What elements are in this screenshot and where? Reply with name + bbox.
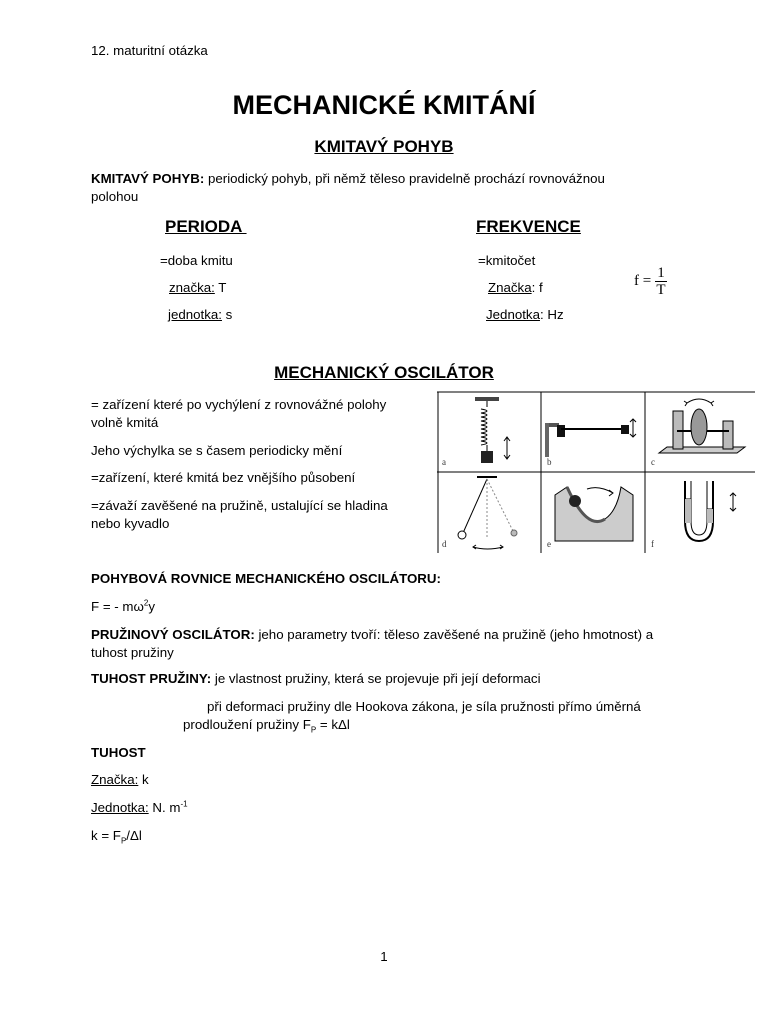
frekvence-equivalent: =kmitočet bbox=[478, 253, 536, 268]
perioda-sign-value: T bbox=[214, 280, 227, 295]
tuhost-sign bbox=[91, 771, 149, 789]
u-tube-icon bbox=[651, 481, 736, 549]
elastic-rod-icon bbox=[545, 419, 636, 467]
tuhost-unit bbox=[91, 799, 188, 817]
figure-label-a: a bbox=[442, 457, 446, 467]
frequency-formula bbox=[634, 266, 667, 297]
hooke-text: prodloužení pružiny F bbox=[183, 717, 311, 732]
section-heading-mechanicky-oscilator: MECHANICKÝ OSCILÁTOR bbox=[274, 363, 494, 382]
spring-stiffness-text: je vlastnost pružiny, která se projevuje při její deformaci bbox=[211, 671, 541, 686]
equation-of-motion-heading: POHYBOVÁ ROVNICE MECHANICKÉHO OSCILÁTORU: bbox=[91, 571, 441, 586]
figure-label-d: d bbox=[442, 539, 447, 549]
formula-fraction bbox=[655, 266, 667, 297]
heading-perioda: PERIODA bbox=[165, 217, 247, 236]
spring-oscillator-term: PRUŽINOVÝ OSCILÁTOR: bbox=[91, 627, 255, 642]
stiffness-formula-a: k = F bbox=[91, 828, 121, 843]
oscillator-paragraph-2: Jeho výchylka se s časem periodicky mění bbox=[91, 443, 343, 458]
oscillator-def-line1: = zařízení které po vychýlení z rovnovážné polohy bbox=[91, 397, 387, 412]
spring-stiffness-definition bbox=[91, 670, 541, 688]
spring-oscillator-text: jeho parametry tvoří: těleso zavěšené na pružině (jeho hmotnost) a bbox=[254, 627, 654, 642]
oscillator-definition bbox=[91, 396, 426, 432]
equation-end: y bbox=[148, 599, 155, 614]
formula-denominator: T bbox=[656, 282, 666, 298]
tuhost-sign-value: k bbox=[138, 772, 149, 787]
spring-oscillator-definition bbox=[91, 626, 691, 662]
frekvence-unit bbox=[486, 306, 564, 324]
pendulum-icon bbox=[442, 477, 517, 549]
formula-lhs: f = bbox=[634, 273, 652, 289]
document-header-label: 12. maturitní otázka bbox=[91, 43, 208, 58]
tuhost-unit-superscript: -1 bbox=[180, 799, 188, 809]
torsion-wheel-icon bbox=[651, 399, 745, 467]
equation-of-motion bbox=[91, 598, 155, 616]
hooke-law-line2 bbox=[183, 716, 350, 734]
tuhost-sign-label: Značka: bbox=[91, 772, 139, 787]
oscillator-paragraph-4 bbox=[91, 497, 426, 533]
hooke-law-line1: při deformaci pružiny dle Hookova zákona, je síla pružnosti přímo úměrná bbox=[207, 699, 641, 714]
frekvence-unit-label: Jednotka bbox=[486, 307, 540, 322]
oscillator-examples-figure bbox=[437, 391, 755, 553]
page-number: 1 bbox=[380, 949, 388, 964]
definition-text: periodický pohyb, při němž těleso pravidelně prochází rovnovážnou bbox=[204, 171, 605, 186]
spring-stiffness-term: TUHOST PRUŽINY: bbox=[91, 671, 212, 686]
oscillator-p4-line2: nebo kyvadlo bbox=[91, 516, 170, 531]
stiffness-formula-subscript: P bbox=[120, 836, 127, 846]
formula-numerator: 1 bbox=[657, 265, 665, 281]
ball-in-bowl-icon bbox=[547, 487, 633, 549]
equation-main: F = - mω bbox=[91, 599, 144, 614]
perioda-sign-label: značka: bbox=[169, 280, 215, 295]
spring-oscillator-text-cont: tuhost pružiny bbox=[91, 645, 174, 660]
frekvence-sign-label: Značka bbox=[488, 280, 532, 295]
section-heading-kmitavy-pohyb: KMITAVÝ POHYB bbox=[314, 137, 454, 156]
perioda-equivalent: =doba kmitu bbox=[160, 253, 233, 268]
oscillator-p4-line1: =závaží zavěšené na pružině, ustalující se hladina bbox=[91, 498, 388, 513]
frekvence-unit-value: : Hz bbox=[539, 307, 564, 322]
perioda-unit-value: s bbox=[221, 307, 233, 322]
figure-label-f: f bbox=[651, 539, 654, 549]
hooke-formula: = kΔl bbox=[316, 717, 350, 732]
perioda-unit-label: jednotka: bbox=[168, 307, 222, 322]
definition-term: KMITAVÝ POHYB: bbox=[91, 171, 205, 186]
frekvence-sign-value: : f bbox=[531, 280, 543, 295]
figure-label-e: e bbox=[547, 539, 551, 549]
oscillator-paragraph-3: =zařízení, které kmitá bez vnějšího působení bbox=[91, 470, 356, 485]
tuhost-unit-value: N. m bbox=[148, 800, 181, 815]
spring-weight-icon bbox=[442, 397, 510, 467]
figure-label-c: c bbox=[651, 457, 655, 467]
document-title: MECHANICKÉ KMITÁNÍ bbox=[232, 90, 536, 120]
perioda-unit bbox=[168, 306, 232, 324]
hooke-subscript: P bbox=[310, 725, 317, 735]
figure-label-b: b bbox=[547, 457, 552, 467]
oscillator-def-line2: volně kmitá bbox=[91, 415, 159, 430]
definition-kmitavy-pohyb bbox=[91, 170, 691, 206]
definition-text-cont: polohou bbox=[91, 189, 139, 204]
tuhost-heading: TUHOST bbox=[91, 745, 146, 760]
stiffness-formula bbox=[91, 827, 142, 845]
stiffness-formula-b: /Δl bbox=[126, 828, 142, 843]
heading-frekvence: FREKVENCE bbox=[476, 217, 581, 236]
frekvence-sign bbox=[488, 279, 543, 297]
equation-superscript: 2 bbox=[143, 598, 149, 608]
perioda-sign bbox=[169, 279, 226, 297]
tuhost-unit-label: Jednotka: bbox=[91, 800, 149, 815]
